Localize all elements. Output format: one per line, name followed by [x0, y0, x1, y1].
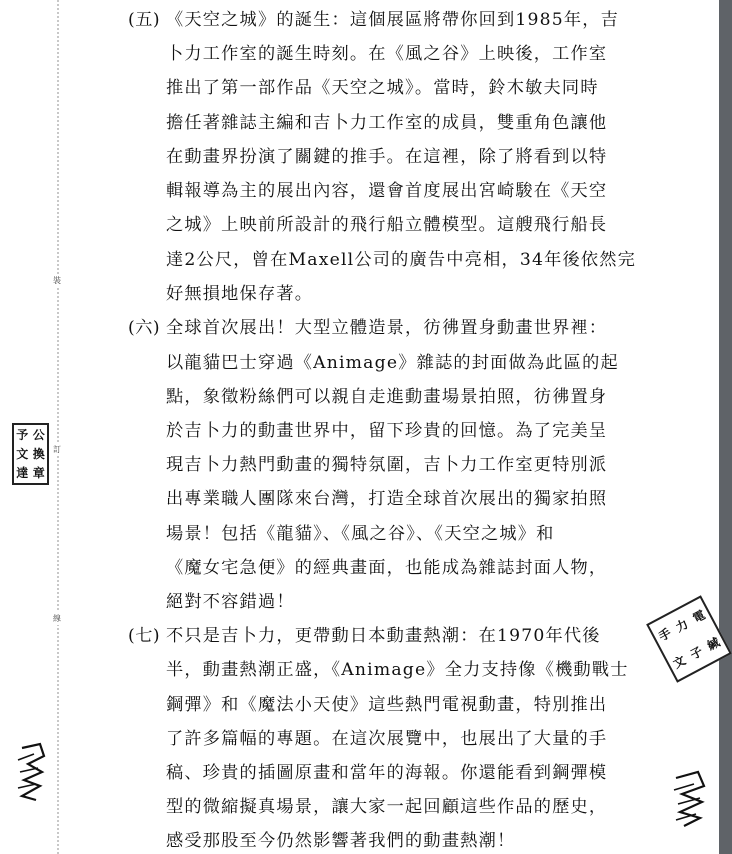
- section-6-label: (六): [128, 318, 161, 338]
- section-7-line: 鋼彈》和《魔法小天使》這些熱門電視動畫，特別推出: [166, 695, 608, 715]
- section-5-line: 推出了第一部作品《天空之城》。當時，鈴木敏夫同時: [166, 78, 599, 98]
- binding-dotted-line: [57, 0, 59, 854]
- section-5-line: 輯報導為主的展出內容，還會首度展出宮崎駿在《天空: [166, 181, 608, 201]
- section-7-line: 了許多篇幅的專題。在這次展覽中，也展出了大量的手: [166, 729, 608, 749]
- section-7-line: 不只是吉卜力，更帶動日本動畫熱潮：在1970年代後: [166, 626, 601, 646]
- section-6-line: 絕對不容錯過！: [166, 592, 295, 612]
- official-seal-stamp-left: 予 公 文 換 達 章: [12, 423, 49, 485]
- section-5-line: 好無損地保存著。: [166, 284, 314, 304]
- section-6-line: 出專業職人團隊來台灣，打造全球首次展出的獨家拍照: [166, 489, 608, 509]
- section-7-line: 半，動畫熱潮正盛，《Animage》全力支持像《機動戰士: [166, 660, 629, 680]
- section-7-line: 型的微縮擬真場景，讓大家一起回顧這些作品的歷史，: [166, 797, 608, 817]
- section-5-line: 擔任著雜誌主編和吉卜力工作室的成員，雙重角色讓他: [166, 113, 608, 133]
- section-5-line: 卜力工作室的誕生時刻。在《風之谷》上映後，工作室: [166, 44, 608, 64]
- electronic-seal-stamp-right: 手 力 電 文 子 緘: [646, 595, 732, 682]
- seal-scribble-left-icon: [14, 742, 50, 802]
- section-6-line: 《魔女宅急便》的經典畫面，也能成為雜誌封面人物，: [166, 558, 608, 578]
- section-6-line: 全球首次展出！大型立體造景，彷彿置身動畫世界裡：: [166, 318, 608, 338]
- section-6-line: 於吉卜力的動畫世界中，留下珍貴的回憶。為了完美呈: [166, 421, 608, 441]
- section-6-line: 場景！包括《龍貓》、《風之谷》、《天空之城》和: [166, 524, 555, 544]
- section-5-line: 之城》上映前所設計的飛行船立體模型。這艘飛行船長: [166, 215, 608, 235]
- section-7-line: 感受那股至今仍然影響著我們的動畫熱潮！: [166, 831, 516, 851]
- seal-scribble-right-icon: [670, 770, 710, 828]
- binding-mark-xian: 線: [53, 614, 61, 623]
- section-6-line: 以龍貓巴士穿過《Animage》雜誌的封面做為此區的起: [166, 353, 619, 373]
- section-6-line: 點，象徵粉絲們可以親自走進動畫場景拍照，彷彿置身: [166, 387, 608, 407]
- section-5-line: 達2公尺，曾在Maxell公司的廣告中亮相，34年後依然完: [166, 250, 637, 270]
- section-5-label: (五): [128, 10, 161, 30]
- section-7-line: 稿、珍貴的插圖原畫和當年的海報。你還能看到鋼彈模: [166, 763, 608, 783]
- section-6-line: 現吉卜力熱門動畫的獨特氛圍，吉卜力工作室更特別派: [166, 455, 608, 475]
- binding-mark-ding: 訂: [53, 445, 61, 454]
- section-5-line: 在動畫界扮演了關鍵的推手。在這裡，除了將看到以特: [166, 147, 608, 167]
- section-7-label: (七): [128, 626, 161, 646]
- binding-mark-zhuang: 裝: [53, 276, 61, 285]
- section-5-line: 《天空之城》的誕生：這個展區將帶你回到1985年，吉: [166, 10, 620, 30]
